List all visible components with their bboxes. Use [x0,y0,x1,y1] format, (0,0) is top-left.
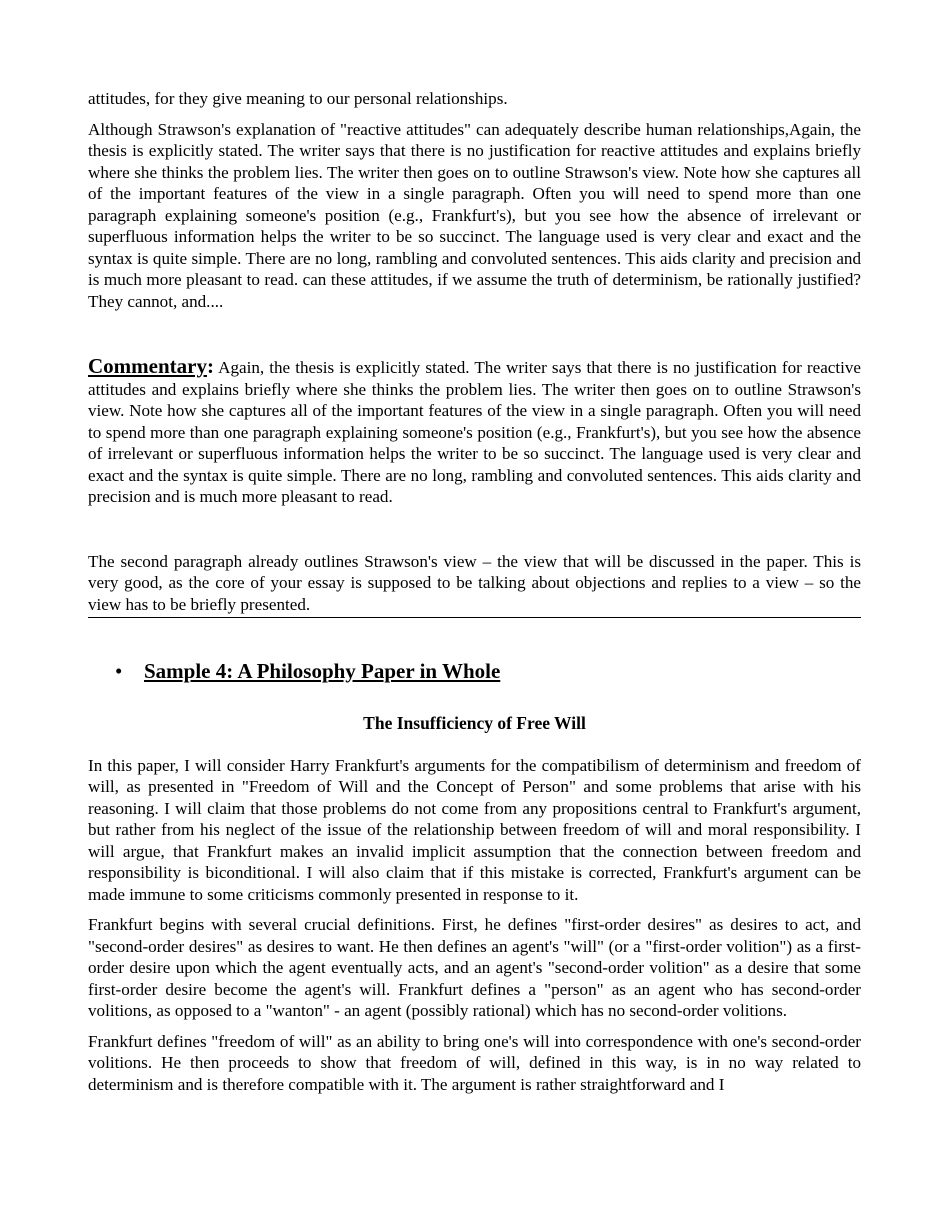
spacer [88,508,861,551]
paragraph-definitions: Frankfurt begins with several crucial definitions. First, he defines "first-order desires" as desires to act, and "second-order desires" as desires to want. He then defines an agent's "will" (or a "first-order volition") as a first-order desire upon which the agent eventually acts, and an agent's "second-order volition" as a desire that some first-order desire become the agent's will. Frankfurt defines a "person" as an agent who has second-order volitions, as opposed to a "wanton" - an agent (possibly rational) which has no second-order volitions. [88,915,861,1020]
commentary-text: Again, the thesis is explicitly stated. The writer says that there is no justification for reactive attitudes and explains briefly where she thinks the problem lies. The writer then goes on to outline Strawson's view. Note how she captures all of the important features of the view in a single paragraph. Often you will need to spend more than one paragraph explaining someone's position (e.g., Frankfurt's), but you see how the absence of irrelevant or superfluous information helps the writer to be so succinct. The language used is very clear and exact and the syntax is quite simple. There are no long, rambling and convoluted sentences. This aids clarity and precision and is much more pleasant to read. [88,358,861,506]
document-page [88,88,861,1095]
commentary-label: Commentary [88,354,207,378]
commentary-colon: : [206,354,214,378]
paragraph-second: The second paragraph already outlines Strawson's view – the view that will be discussed in the paper. This is very good, as the core of your essay is supposed to be talking about objections and replies to a view – so the view has to be briefly presented. [88,551,861,619]
paragraph-continuation: attitudes, for they give meaning to our personal relationships. [88,89,508,108]
bullet-icon: • [115,659,123,683]
paragraph-intro: In this paper, I will consider Harry Frankfurt's arguments for the compatibilism of determinism and freedom of will, as presented in "Freedom of Will and the Concept of Person" and some problems that arise with his reasoning. I will claim that those problems do not come from any propositions central to Frankfurt's argument, but rather from his neglect of the issue of the relationship between freedom of will and moral responsibility. I will argue, that Frankfurt makes an invalid implicit assumption that the connection between freedom and responsibility is biconditional. I will also claim that if this mistake is corrected, Frankfurt's argument can be made immune to some criticisms commonly presented in response to it. [88,755,861,904]
paragraph-commentary [88,356,861,508]
sample-heading [88,658,861,684]
paragraph-freedom: Frankfurt defines "freedom of will" as an ability to bring one's will into correspondence with one's second-order volitions. He then proceeds to show that freedom of will, defined in this way, is in no way related to determinism and is therefore compatible with it. The argument is rather straightforward and I [88,1031,861,1094]
spacer [88,312,861,356]
paragraph-strawson: Although Strawson's explanation of "reactive attitudes" can adequately describe human relationships,Again, the thesis is explicitly stated. The writer says that there is no justification for reactive attitudes and explains briefly where she thinks the problem lies. The writer then goes on to outline Strawson's view. Note how she captures all of the important features of the view in a single paragraph. Often you will need to spend more than one paragraph explaining someone's position (e.g., Frankfurt's), but you see how the absence of irrelevant or superfluous information helps the writer to be so succinct. The language used is very clear and exact and the syntax is quite simple. There are no long, rambling and convoluted sentences. This aids clarity and precision and is much more pleasant to read. can these attitudes, if we assume the truth of determinism, be rationally justified? They cannot, and.... [88,119,861,311]
sample-title: Sample 4: A Philosophy Paper in Whole [144,659,501,683]
paper-title: The Insufficiency of Free Will [363,713,586,733]
